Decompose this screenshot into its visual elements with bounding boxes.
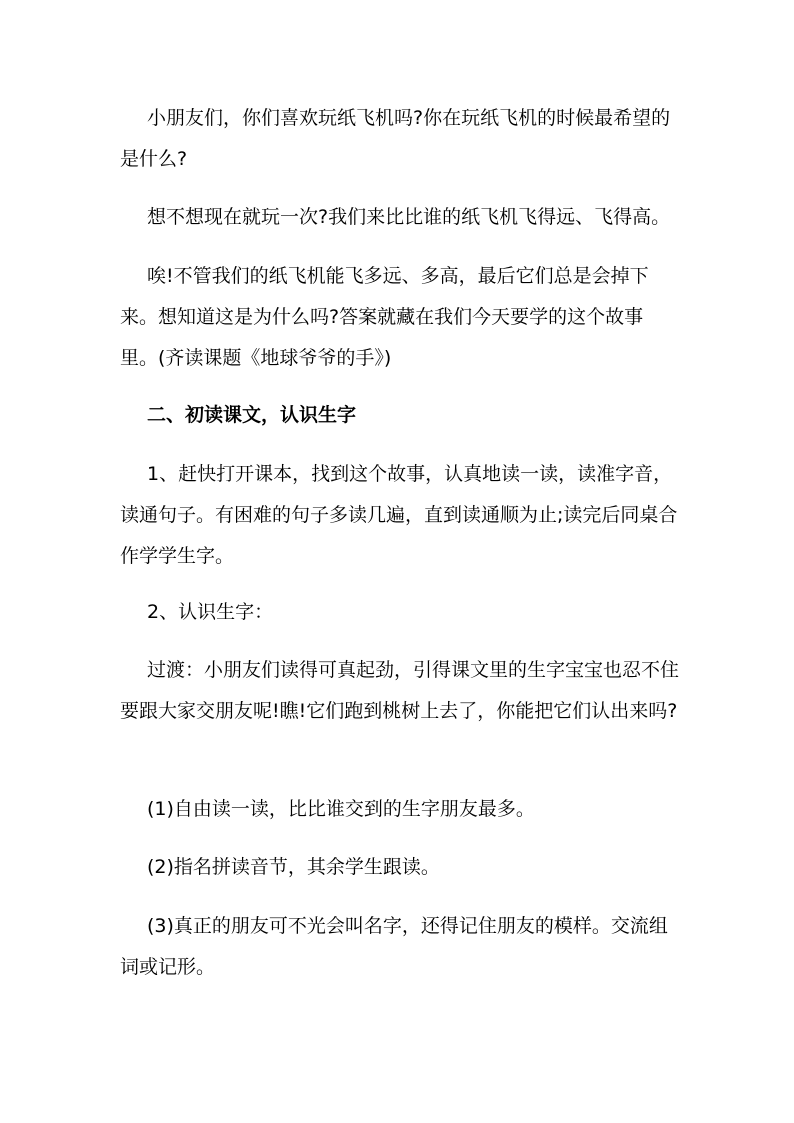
intro-question-paragraph: 小朋友们，你们喜欢玩纸飞机吗?你在玩纸飞机的时候最希望的是什么? (120, 107, 671, 170)
recognize-characters-item: 2、认识生字： (147, 601, 274, 623)
step-one-item: (1)自由读一读，比比谁交到的生字朋友最多。 (147, 798, 535, 820)
section-heading: 二、初读课文，认识生字 (147, 404, 357, 426)
step-two-item: (2)指名拼读音节，其余学生跟读。 (147, 856, 440, 878)
step-three-item: (3)真正的朋友可不光会叫名字，还得记住朋友的模样。交流组词或记形。 (120, 915, 668, 978)
reading-instruction-paragraph: 1、赶快打开课本，找到这个故事，认真地读一读，读准字音，读通句子。有困难的句子多读几遍，直到读通顺为止;读完后同桌合作学学生字。 (120, 463, 678, 567)
story-intro-paragraph: 唉!不管我们的纸飞机能飞多远、多高，最后它们总是会掉下来。想知道这是为什么吗?答案就藏在我们今天要学的这个故事里。(齐读课题《地球爷爷的手》) (120, 265, 649, 369)
invitation-paragraph: 想不想现在就玩一次?我们来比比谁的纸飞机飞得远、飞得高。 (147, 206, 671, 228)
transition-paragraph: 过渡：小朋友们读得可真起劲，引得课文里的生字宝宝也忍不住要跟大家交朋友呢!瞧!它们跑到桃树上去了，你能把它们认出来吗? (120, 659, 680, 722)
